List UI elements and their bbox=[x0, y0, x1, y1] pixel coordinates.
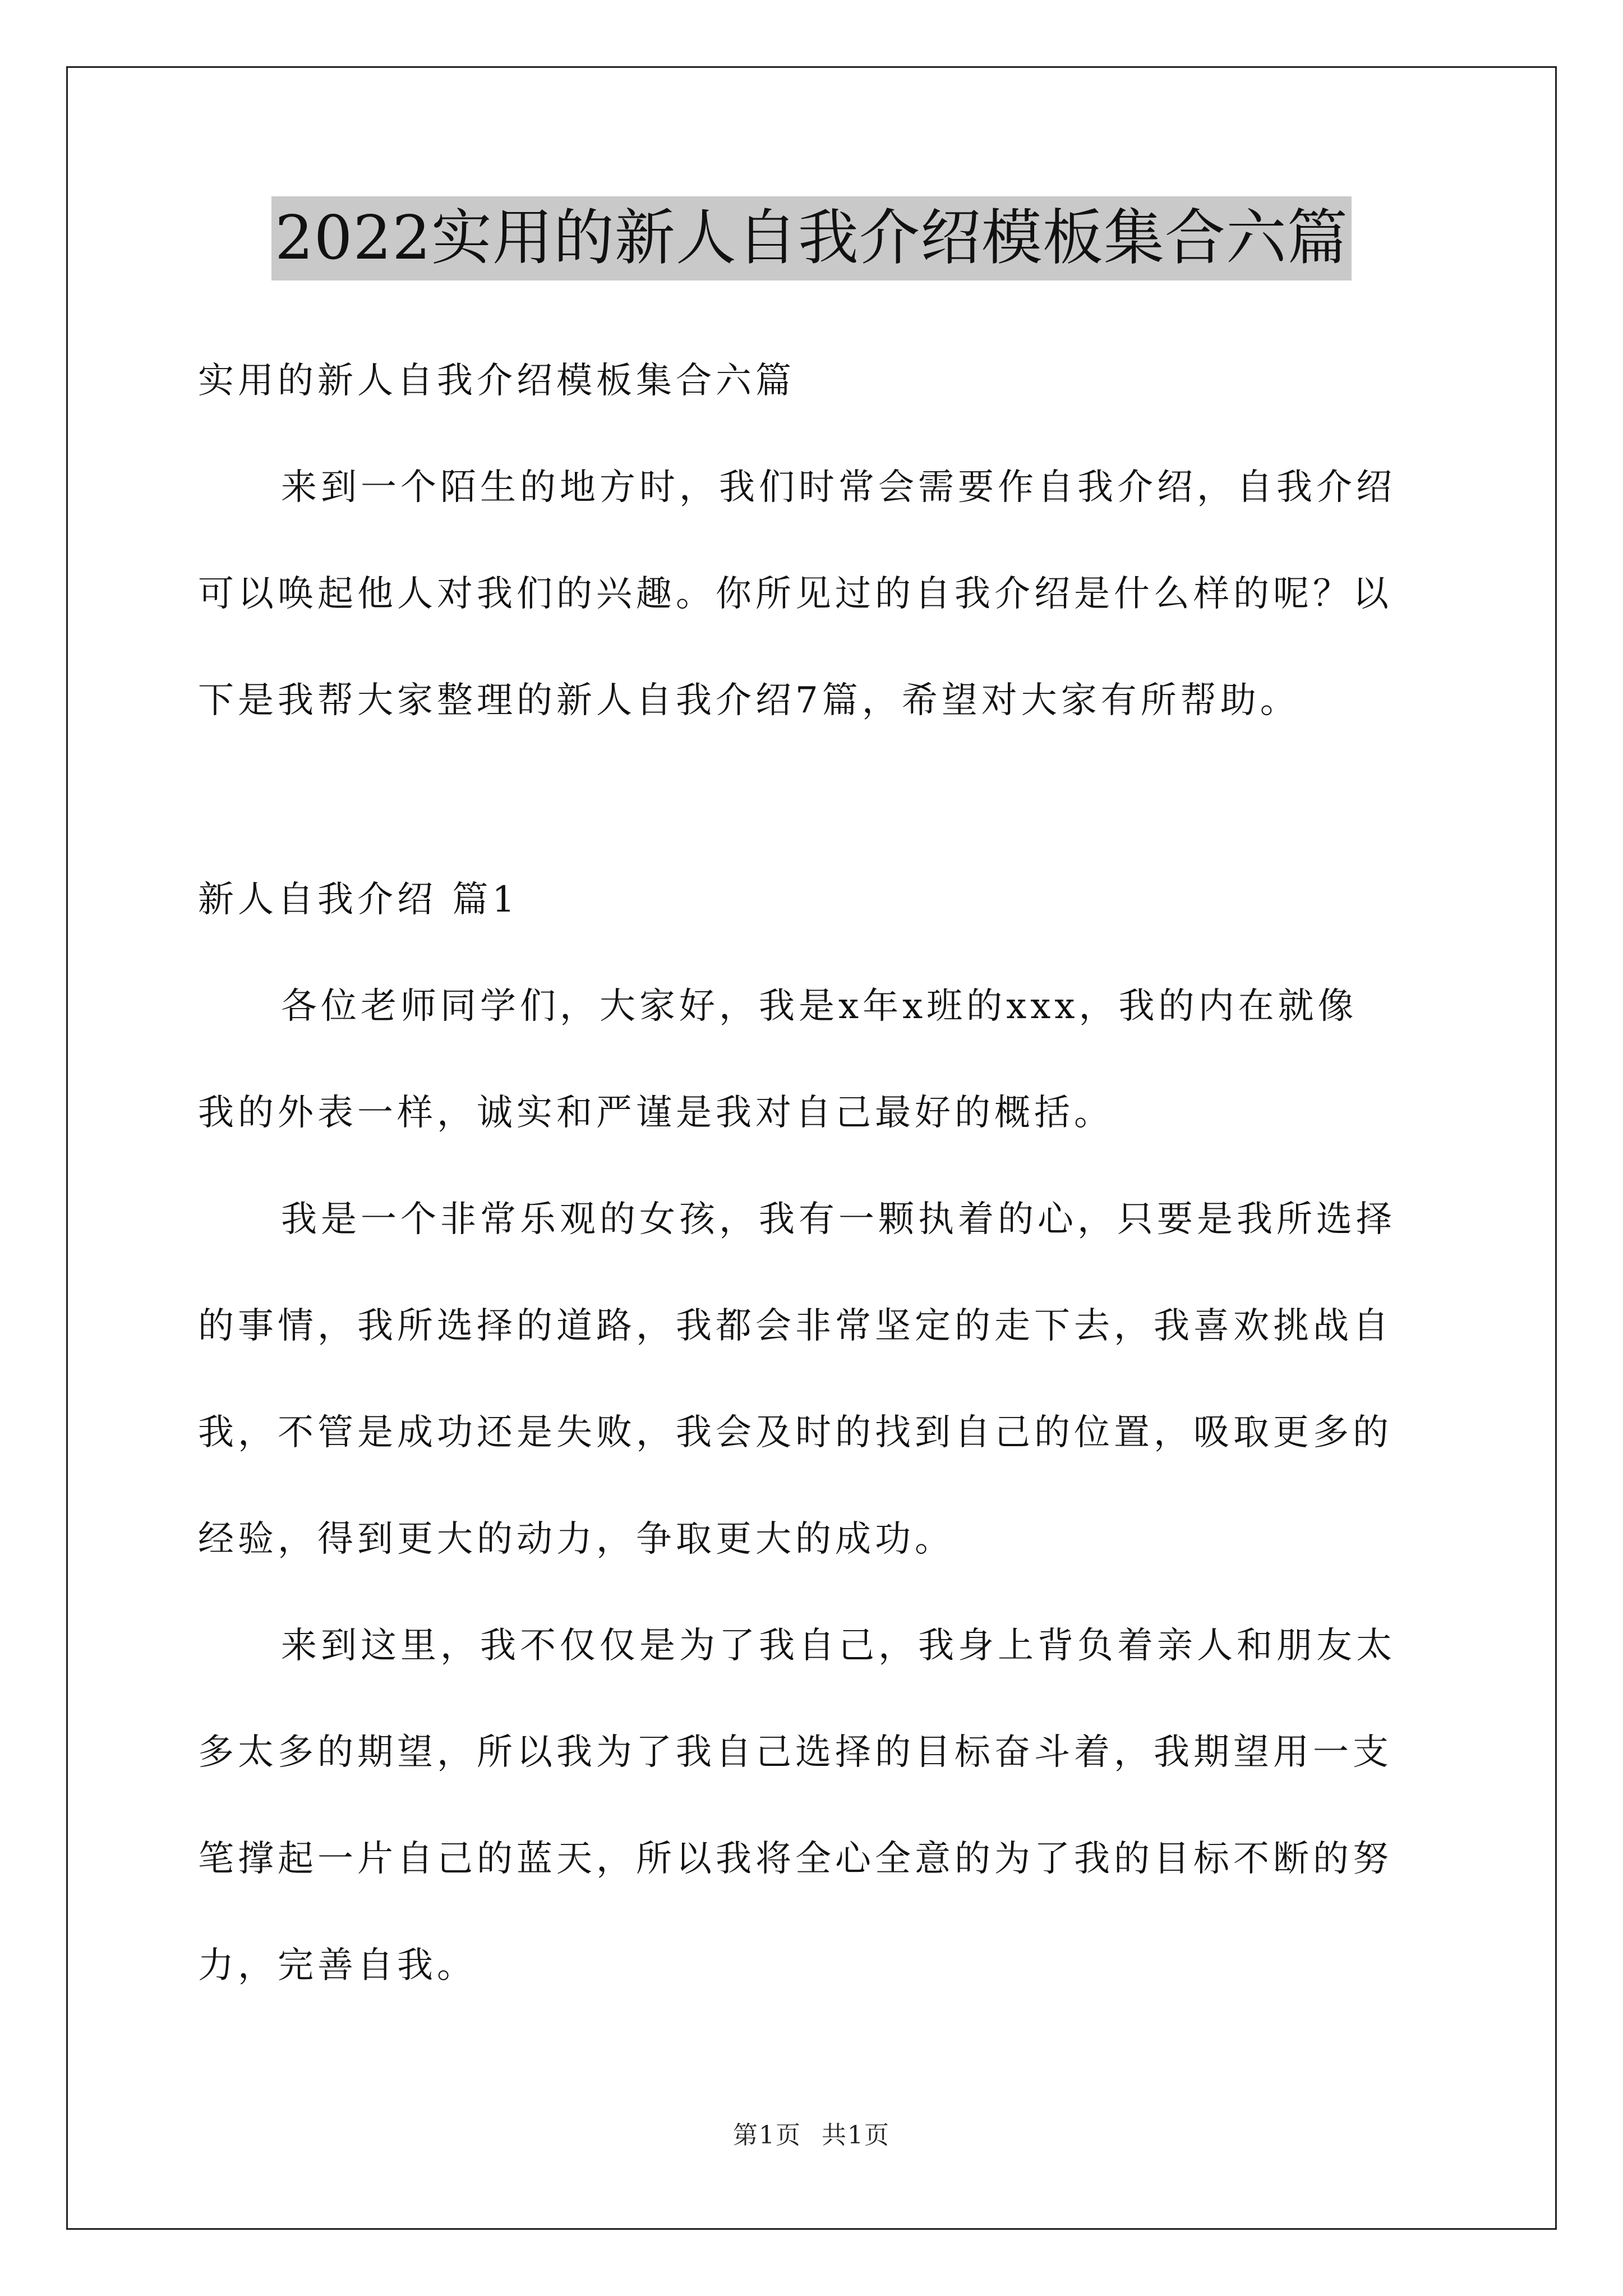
section-spacer bbox=[198, 771, 1432, 864]
section-heading: 新人自我介绍 篇1 bbox=[198, 879, 519, 921]
paragraph-line: 经验，得到更大的动力，争取更大的成功。 bbox=[198, 1519, 955, 1560]
document-body bbox=[198, 345, 1432, 2036]
paragraph-1 bbox=[198, 970, 1432, 1184]
paragraph-line: 我是一个非常乐观的女孩，我有一颗执着的心，只要是我所选择 bbox=[281, 1199, 1396, 1240]
title-container bbox=[0, 196, 1623, 280]
paragraph-line: 各位老师同学们，大家好，我是x年x班的xxx，我的内在就像 bbox=[281, 986, 1358, 1027]
paragraph-line: 来到一个陌生的地方时，我们时常会需要作自我介绍，自我介绍 bbox=[281, 467, 1396, 508]
paragraph-line: 多太多的期望，所以我为了我自己选择的目标奋斗着，我期望用一支 bbox=[198, 1732, 1393, 1773]
page-total: 共1页 bbox=[822, 2121, 890, 2150]
page-footer bbox=[0, 2115, 1623, 2151]
document-title: 2022实用的新人自我介绍模板集合六篇 bbox=[271, 196, 1352, 280]
paragraph-3 bbox=[198, 1610, 1432, 2036]
paragraph-line: 我的外表一样，诚实和严谨是我对自己最好的概括。 bbox=[198, 1092, 1114, 1134]
paragraph-line: 可以唤起他人对我们的兴趣。你所见过的自我介绍是什么样的呢？以 bbox=[198, 573, 1393, 615]
intro-paragraph bbox=[198, 452, 1432, 771]
page-number: 第1页 bbox=[733, 2121, 801, 2150]
paragraph-line: 下是我帮大家整理的新人自我介绍7篇，希望对大家有所帮助。 bbox=[198, 680, 1300, 721]
paragraph-line: 来到这里，我不仅仅是为了我自己，我身上背负着亲人和朋友太 bbox=[281, 1625, 1396, 1667]
paragraph-2 bbox=[198, 1184, 1432, 1610]
paragraph-line: 力，完善自我。 bbox=[198, 1945, 477, 1986]
paragraph-line: 笔撑起一片自己的蓝天，所以我将全心全意的为了我的目标不断的努 bbox=[198, 1838, 1393, 1880]
paragraph-line: 的事情，我所选择的道路，我都会非常坚定的走下去，我喜欢挑战自 bbox=[198, 1305, 1393, 1347]
document-subtitle: 实用的新人自我介绍模板集合六篇 bbox=[198, 360, 795, 402]
paragraph-line: 我，不管是成功还是失败，我会及时的找到自己的位置，吸取更多的 bbox=[198, 1412, 1393, 1453]
